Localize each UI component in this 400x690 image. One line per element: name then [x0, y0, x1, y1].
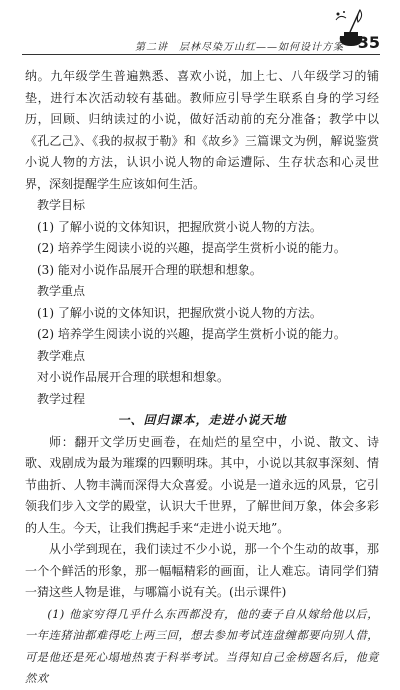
page-header: [0, 0, 400, 56]
key-point-item: (2) 培养学生阅读小说的兴趣，提高学生赏析小说的能力。: [37, 327, 346, 341]
difficult-point-text: 对小说作品展开合理的联想和想象。: [37, 370, 230, 384]
paragraph-teacher: 师：翻开文学历史画卷，在灿烂的星空中，小说、散文、诗歌、戏剧成为最为璀璨的四颗明珠。其中，小说以其叙事深刻、情节曲折、人物丰满而深得大众喜爱。小说是一道永远的风景，它引领我们步入文学的殿堂，认识大千世界，了解世间万象，体会多彩的人生。今天，让我们携起手来“走进小说天地”。: [25, 434, 379, 535]
heading-process: 教学过程: [37, 391, 86, 406]
heading-difficult-points: 教学难点: [37, 348, 86, 363]
goal-item: (2) 培养学生阅读小说的兴趣，提高学生赏析小说的能力。: [37, 241, 346, 255]
section-title: 一、回归课本，走进小说天地: [117, 413, 287, 427]
goal-item: (3) 能对小说作品展开合理的联想和想象。: [37, 262, 262, 277]
heading-key-points: 教学重点: [37, 284, 86, 298]
goal-item: (1) 了解小说的文体知识，把握欣赏小说人物的方法。: [37, 219, 322, 234]
page-body: [25, 66, 379, 690]
header-divider: [22, 54, 380, 55]
key-point-item: (1) 了解小说的文体知识，把握欣赏小说人物的方法。: [37, 305, 322, 320]
paragraph-prompt: 从小学到现在，我们读过不少小说，那一个个生动的故事，那一个个鲜活的形象，那一幅幅精彩的画面，让人难忘。请同学们猜一猜这些人物是谁，与哪篇小说有关。(出示课件): [25, 542, 379, 599]
page-number: 35: [357, 33, 380, 52]
paragraph-intro: 纳。九年级学生普遍熟悉、喜欢小说，加上七、八年级学习的铺垫，进行本次活动较有基础。教师应引导学生联系自身的学习经历，回顾、归纳读过的小说，做好活动前的充分准备；教学中以《孔乙己》、《我的叔叔于勒》和《故乡》三篇课文为例，解说鉴赏小说人物的方法，认识小说人物的命运遭际、生存状态和心灵世界，深刻提醒学生应该如何生活。: [25, 69, 379, 191]
heading-goals: 教学目标: [37, 198, 86, 212]
running-header: 第二讲 层林尽染万山红——如何设计方案: [135, 42, 344, 53]
quote-excerpt: (1) 他家穷得几乎什么东西都没有，他的妻子自从嫁给他以后，一年连猪油都难得吃上两三回，想去参加考试连盘缠都要向别人借，可是他还是死心塌地热衷于科举考试。当得知自己金榜题名后，他竟然欢: [25, 607, 379, 685]
